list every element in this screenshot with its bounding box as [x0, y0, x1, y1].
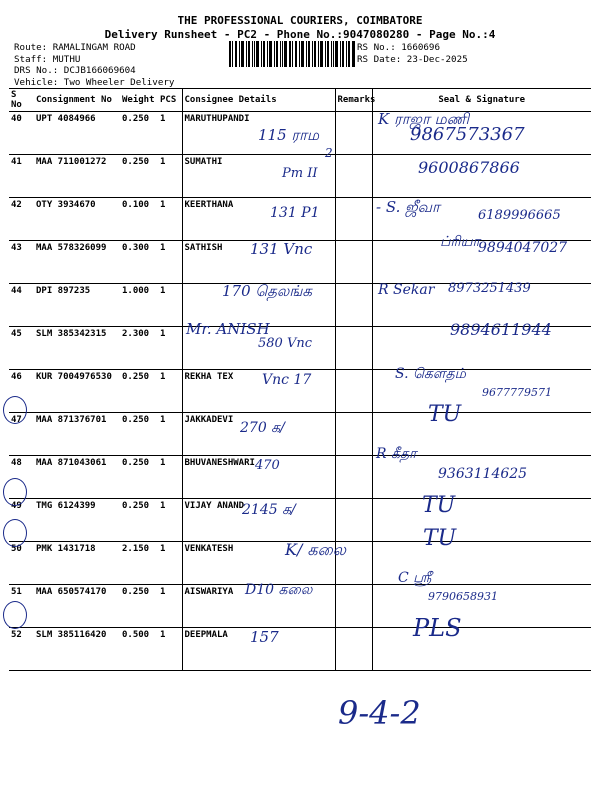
- handwritten-signature: R கீதா: [376, 446, 417, 462]
- remarks-cell: [335, 370, 372, 413]
- handwritten-address: 270 க/: [240, 420, 285, 436]
- pcs-cell: 1: [158, 284, 182, 327]
- col-header-consignee: Consignee Details: [182, 89, 335, 112]
- handwritten-name: Mr. ANISH: [186, 320, 270, 338]
- pcs-cell: 1: [158, 155, 182, 198]
- handwritten-signature: TU: [423, 526, 457, 551]
- handwritten-address: 2145 க/: [242, 502, 296, 518]
- consignment-cell: UPT 4084966: [34, 112, 120, 155]
- handwritten-address: Vnc 17: [262, 372, 312, 388]
- vehicle-label: Vehicle: Two Wheeler Delivery: [14, 76, 175, 88]
- remarks-cell: [335, 327, 372, 370]
- handwritten-phone: 9363114625: [438, 466, 528, 482]
- handwritten-address: 157: [250, 628, 279, 646]
- handwritten-address: Pm II: [282, 166, 318, 181]
- remarks-cell: [335, 585, 372, 628]
- handwritten-signature: K ராஜா மணி: [378, 110, 470, 128]
- sno-cell: 50: [9, 542, 34, 585]
- consignee-cell: BHUVANESHWARI: [182, 456, 335, 499]
- handwritten-signature: - S. ஜீவா: [376, 198, 440, 216]
- consignee-cell: SATHISH: [182, 241, 335, 284]
- remarks-cell: [335, 499, 372, 542]
- sno-cell: 47: [9, 413, 34, 456]
- handwritten-address: 170 தெலங்க: [222, 282, 313, 300]
- consignment-cell: KUR 7004976530: [34, 370, 120, 413]
- pcs-cell: 1: [158, 542, 182, 585]
- pcs-cell: 1: [158, 370, 182, 413]
- weight-cell: 0.250: [120, 112, 158, 155]
- col-header-weight: Weight: [120, 89, 158, 112]
- weight-cell: 1.000: [120, 284, 158, 327]
- weight-cell: 0.250: [120, 499, 158, 542]
- consignment-cell: MAA 578326099: [34, 241, 120, 284]
- pcs-cell: 1: [158, 241, 182, 284]
- handwritten-signature: TU: [422, 493, 456, 518]
- sno-cell: 48: [9, 456, 34, 499]
- weight-cell: 0.250: [120, 585, 158, 628]
- handwritten-address: D10 கலை: [245, 582, 313, 598]
- col-header-signature: Seal & Signature: [372, 89, 591, 112]
- consignee-cell: VENKATESH: [182, 542, 335, 585]
- handwritten-address: 470: [255, 458, 280, 473]
- handwritten-circle: [3, 519, 27, 547]
- drs-number: DRS No.: DCJB166069604: [14, 65, 136, 76]
- handwritten-signature: S. கௌதம்: [395, 366, 466, 382]
- handwritten-signature: C ஸ்ரீ: [398, 570, 432, 586]
- consignment-cell: TMG 6124399: [34, 499, 120, 542]
- route-label: Route: RAMALINGAM ROAD: [14, 42, 136, 53]
- handwritten-circle: [3, 396, 27, 424]
- handwritten-phone: 8973251439: [448, 281, 531, 296]
- pcs-cell: 1: [158, 499, 182, 542]
- table-header-row: [9, 89, 591, 112]
- handwritten-signature: R Sekar: [378, 282, 435, 298]
- remarks-cell: [335, 155, 372, 198]
- handwritten-address: 115 ராம: [258, 126, 320, 144]
- weight-cell: 0.250: [120, 155, 158, 198]
- handwritten-circle: [3, 478, 27, 506]
- consignment-cell: DPI 897235: [34, 284, 120, 327]
- signature-cell: [372, 499, 591, 542]
- table-row: [9, 628, 591, 671]
- consignment-cell: SLM 385116420: [34, 628, 120, 671]
- runsheet-meta-left: [14, 42, 174, 88]
- pcs-cell: 1: [158, 628, 182, 671]
- handwritten-address: 131 P1: [270, 205, 320, 221]
- handwritten-address: 2: [325, 146, 333, 160]
- weight-cell: 0.250: [120, 370, 158, 413]
- consignee-cell: AISWARIYA: [182, 585, 335, 628]
- handwritten-phone: 6189996665: [478, 208, 561, 223]
- sno-cell: 49: [9, 499, 34, 542]
- sno-cell: 45: [9, 327, 34, 370]
- table-row: [9, 413, 591, 456]
- weight-cell: 0.300: [120, 241, 158, 284]
- sno-cell: 46: [9, 370, 34, 413]
- remarks-cell: [335, 241, 372, 284]
- handwritten-footer-date: 9-4-2: [338, 694, 421, 732]
- pcs-cell: 1: [158, 413, 182, 456]
- sno-cell: 44: [9, 284, 34, 327]
- consignment-cell: MAA 871376701: [34, 413, 120, 456]
- col-header-pcs: PCS: [158, 89, 182, 112]
- handwritten-phone: 9894047027: [478, 240, 568, 256]
- consignee-cell: KEERTHANA: [182, 198, 335, 241]
- rs-date: RS Date: 23-Dec-2025: [357, 53, 468, 65]
- consignment-cell: MAA 871043061: [34, 456, 120, 499]
- table-row: [9, 499, 591, 542]
- handwritten-address: K/ கலை: [285, 540, 347, 559]
- sno-cell: 42: [9, 198, 34, 241]
- barcode-icon: [229, 41, 355, 67]
- handwritten-phone: 9677779571: [482, 386, 552, 399]
- weight-cell: 2.150: [120, 542, 158, 585]
- rs-number: RS No.: 1660696: [357, 42, 440, 53]
- handwritten-signature: ப்ரியா: [440, 234, 480, 250]
- handwritten-address: 580 Vnc: [258, 336, 312, 351]
- signature-cell: [372, 628, 591, 671]
- weight-cell: 0.100: [120, 198, 158, 241]
- consignment-cell: SLM 385342315: [34, 327, 120, 370]
- col-header-remarks: Remarks: [335, 89, 372, 112]
- sno-cell: 41: [9, 155, 34, 198]
- consignment-cell: MAA 650574170: [34, 585, 120, 628]
- consignment-cell: OTY 3934670: [34, 198, 120, 241]
- consignee-cell: MARUTHUPANDI: [182, 112, 335, 155]
- sno-cell: 51: [9, 585, 34, 628]
- staff-label: Staff: MUTHU: [14, 53, 81, 65]
- col-header-sno: S No: [9, 89, 34, 112]
- pcs-cell: 1: [158, 198, 182, 241]
- handwritten-phone: 9790658931: [428, 590, 498, 603]
- weight-cell: 2.300: [120, 327, 158, 370]
- handwritten-phone: 9867573367: [410, 124, 525, 145]
- handwritten-signature: PLS: [413, 614, 462, 642]
- pcs-cell: 1: [158, 327, 182, 370]
- consignee-cell: REKHA TEX: [182, 370, 335, 413]
- consignee-cell: VIJAY ANAND: [182, 499, 335, 542]
- weight-cell: 0.500: [120, 628, 158, 671]
- handwritten-circle: [3, 601, 27, 629]
- remarks-cell: [335, 628, 372, 671]
- pcs-cell: 1: [158, 456, 182, 499]
- handwritten-phone: 9894611944: [450, 320, 552, 339]
- consignee-cell: DEEPMALA: [182, 628, 335, 671]
- handwritten-address: 131 Vnc: [250, 240, 313, 258]
- company-title: THE PROFESSIONAL COURIERS, COIMBATORE: [177, 14, 423, 27]
- remarks-cell: [335, 284, 372, 327]
- remarks-cell: [335, 456, 372, 499]
- runsheet-meta-right: [357, 42, 468, 65]
- pcs-cell: 1: [158, 585, 182, 628]
- weight-cell: 0.250: [120, 456, 158, 499]
- pcs-cell: 1: [158, 112, 182, 155]
- sno-cell: 43: [9, 241, 34, 284]
- handwritten-signature: TU: [428, 402, 462, 427]
- consignee-cell: SUMATHI: [182, 155, 335, 198]
- runsheet-subtitle: Delivery Runsheet - PC2 - Phone No.:9047080280 - Page No.:4: [104, 28, 496, 41]
- handwritten-phone: 9600867866: [418, 158, 520, 177]
- remarks-cell: [335, 198, 372, 241]
- sno-cell: 40: [9, 112, 34, 155]
- sno-cell: 52: [9, 628, 34, 671]
- weight-cell: 0.250: [120, 413, 158, 456]
- remarks-cell: [335, 112, 372, 155]
- consignment-cell: PMK 1431718: [34, 542, 120, 585]
- remarks-cell: [335, 413, 372, 456]
- col-header-consignment: Consignment No: [34, 89, 120, 112]
- consignee-cell: JAKKADEVI: [182, 413, 335, 456]
- consignment-cell: MAA 711001272: [34, 155, 120, 198]
